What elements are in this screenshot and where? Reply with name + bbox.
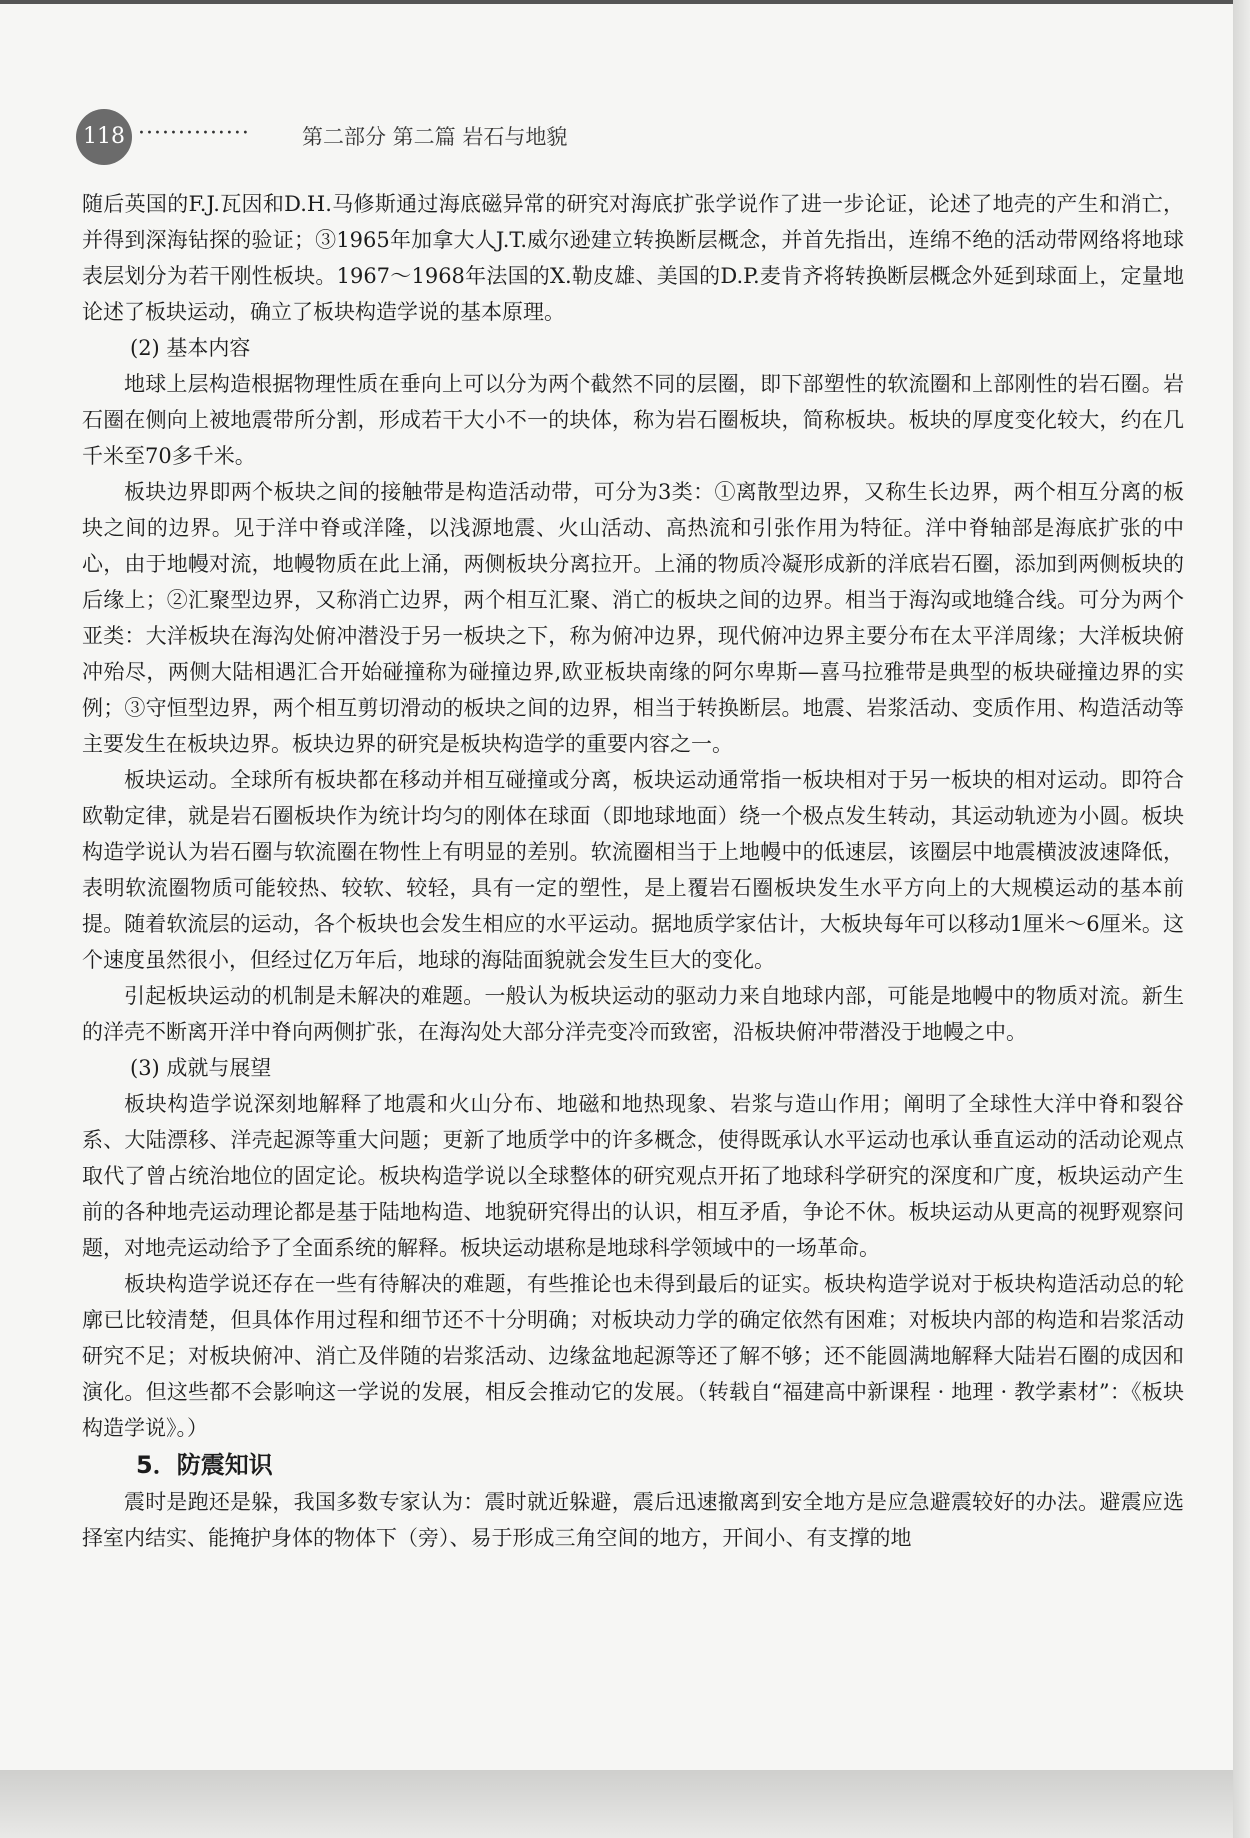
- paragraph-achieve-1: 板块构造学说深刻地解释了地震和火山分布、地磁和地热现象、岩浆与造山作用；阐明了全球性大洋中脊和裂谷系、大陆漂移、洋壳起源等重大问题；更新了地质学中的许多概念，使得既承认水平运动也承认垂直运动的活动论观点取代了曾占统治地位的固定论。板块构造学说以全球整体的研究观点开拓了地球科学研究的深度和广度，板块运动产生前的各种地壳运动理论都是基于陆地构造、地貌研究得出的认识，相互矛盾，争论不休。板块运动从更高的视野观察问题，对地壳运动给予了全面系统的解释。板块运动堪称是地球科学领域中的一场革命。: [82, 1092, 1184, 1260]
- page-number: 118: [76, 109, 132, 165]
- paragraph-achieve-2: 板块构造学说还存在一些有待解决的难题，有些推论也未得到最后的证实。板块构造学说对于板块构造活动总的轮廓已比较清楚，但具体作用过程和细节还不十分明确；对板块动力学的确定依然有困难；对板块内部的构造和岩浆活动研究不足；对板块俯冲、消亡及伴随的岩浆活动、边缘盆地起源等还了解不够；还不能圆满地解释大陆岩石圈的成因和演化。但这些都不会影响这一学说的发展，相反会推动它的发展。（转载自“福建高中新课程 · 地理 · 教学素材”：《板块构造学说》。）: [82, 1272, 1184, 1440]
- page-edge: [1233, 0, 1250, 1838]
- section-title: 第二部分 第二篇 岩石与地貌: [302, 125, 568, 149]
- paragraph-basic-2: 板块边界即两个板块之间的接触带是构造活动带，可分为3类：①离散型边界，又称生长边界，两个相互分离的板块之间的边界。见于洋中脊或洋隆，以浅源地震、火山活动、高热流和引张作用为特征。洋中脊轴部是海底扩张的中心，由于地幔对流，地幔物质在此上涌，两侧板块分离拉开。上涌的物质冷凝形成新的洋底岩石圈，添加到两侧板块的后缘上；②汇聚型边界，又称消亡边界，两个相互汇聚、消亡的板块之间的边界。相当于海沟或地缝合线。可分为两个亚类：大洋板块在海沟处俯冲潜没于另一板块之下，称为俯冲边界，现代俯冲边界主要分布在太平洋周缘；大洋板块俯冲殆尽，两侧大陆相遇汇合开始碰撞称为碰撞边界,欧亚板块南缘的阿尔卑斯—喜马拉雅带是典型的板块碰撞边界的实例；③守恒型边界，两个相互剪切滑动的板块之间的边界，相当于转换断层。地震、岩浆活动、变质作用、构造活动等主要发生在板块边界。板块边界的研究是板块构造学的重要内容之一。: [82, 480, 1184, 756]
- page-bottom-shadow: [0, 1770, 1233, 1838]
- header-dots: ··············: [138, 121, 250, 146]
- page-content: [82, 186, 1184, 1556]
- heading-earthquake-knowledge: 5．防震知识: [136, 1451, 273, 1479]
- heading-achievements: (3) 成就与展望: [130, 1056, 272, 1080]
- page-header: [76, 109, 1176, 165]
- heading-basic-content: (2) 基本内容: [130, 336, 251, 360]
- paragraph-basic-1: 地球上层构造根据物理性质在垂向上可以分为两个截然不同的层圈，即下部塑性的软流圈和上部刚性的岩石圈。岩石圈在侧向上被地震带所分割，形成若干大小不一的块体，称为岩石圈板块，简称板块。板块的厚度变化较大，约在几千米至70多千米。: [82, 372, 1184, 468]
- paragraph-intro: 随后英国的F.J.瓦因和D.H.马修斯通过海底磁异常的研究对海底扩张学说作了进一步论证，论述了地壳的产生和消亡，并得到深海钻探的验证；③1965年加拿大人J.T.威尔逊建立转换断层概念，并首先指出，连绵不绝的活动带网络将地球表层划分为若干刚性板块。1967～1968年法国的X.勒皮雄、美国的D.P.麦肯齐将转换断层概念外延到球面上，定量地论述了板块运动，确立了板块构造学说的基本原理。: [82, 192, 1184, 324]
- paragraph-quake-1: 震时是跑还是躲，我国多数专家认为：震时就近躲避，震后迅速撤离到安全地方是应急避震较好的办法。避震应选择室内结实、能掩护身体的物体下（旁）、易于形成三角空间的地方，开间小、有支撑的地: [82, 1490, 1184, 1550]
- paragraph-basic-4: 引起板块运动的机制是未解决的难题。一般认为板块运动的驱动力来自地球内部，可能是地幔中的物质对流。新生的洋壳不断离开洋中脊向两侧扩张，在海沟处大部分洋壳变冷而致密，沿板块俯冲带潜没于地幔之中。: [82, 984, 1184, 1044]
- paragraph-basic-3: 板块运动。全球所有板块都在移动并相互碰撞或分离，板块运动通常指一板块相对于另一板块的相对运动。即符合欧勒定律，就是岩石圈板块作为统计均匀的刚体在球面（即地球地面）绕一个极点发生转动，其运动轨迹为小圆。板块构造学说认为岩石圈与软流圈在物性上有明显的差别。软流圈相当于上地幔中的低速层，该圈层中地震横波波速降低，表明软流圈物质可能较热、较软、较轻，具有一定的塑性，是上覆岩石圈板块发生水平方向上的大规模运动的基本前提。随着软流层的运动，各个板块也会发生相应的水平运动。据地质学家估计，大板块每年可以移动1厘米～6厘米。这个速度虽然很小，但经过亿万年后，地球的海陆面貌就会发生巨大的变化。: [82, 768, 1184, 972]
